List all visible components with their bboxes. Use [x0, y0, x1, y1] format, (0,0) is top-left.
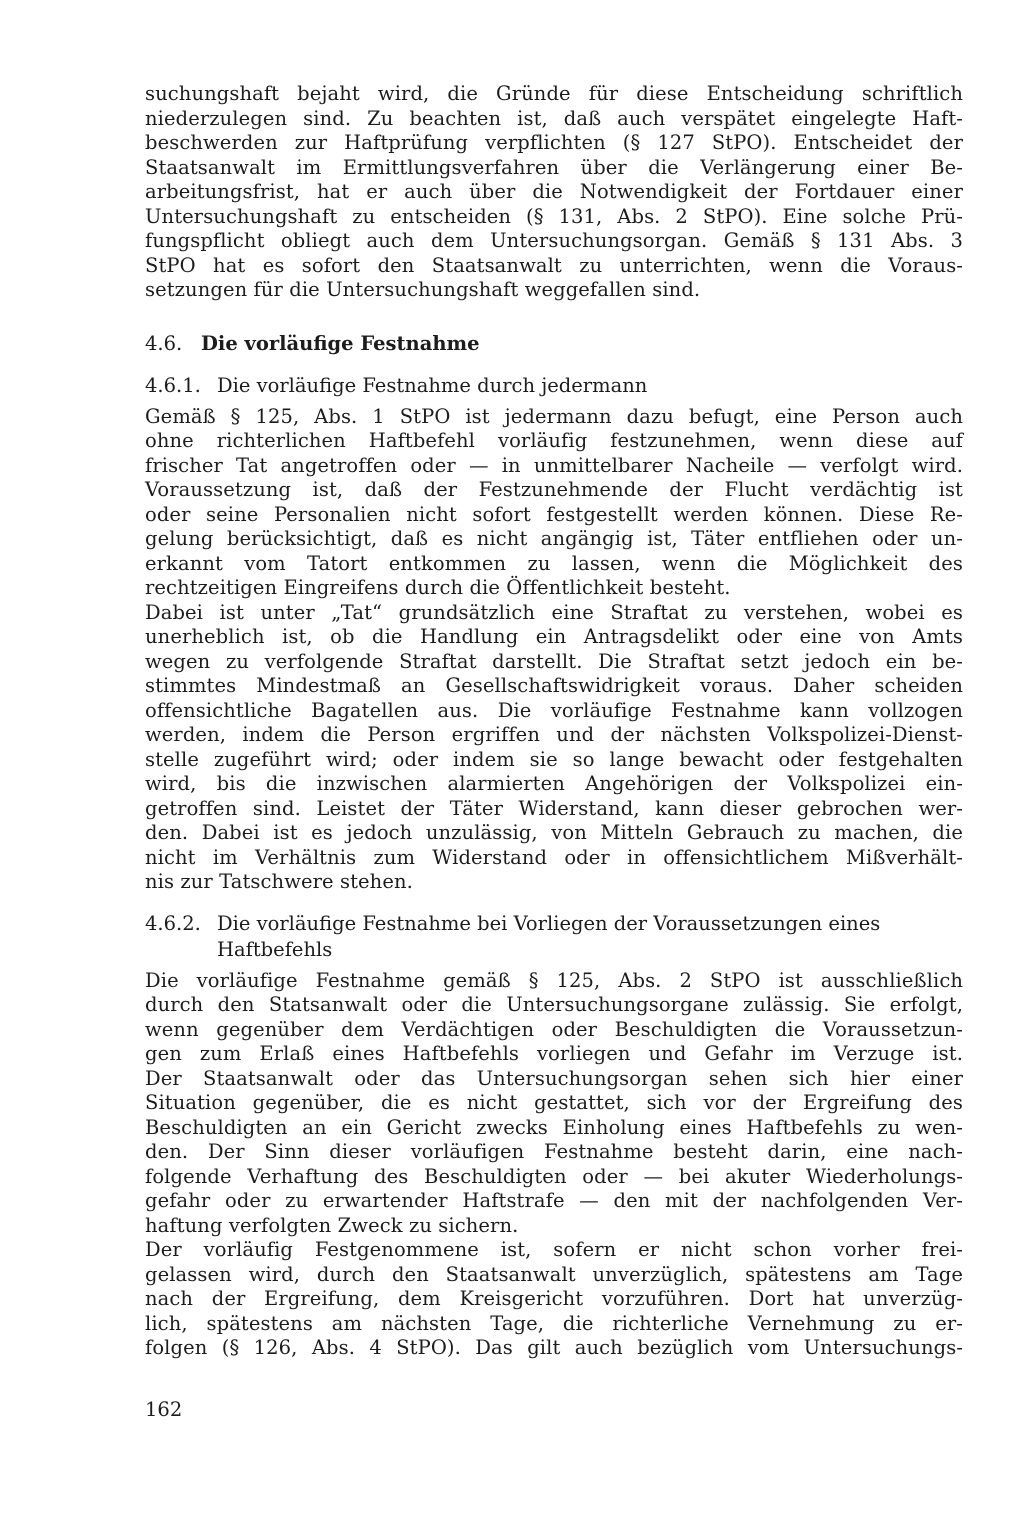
subsection-2-title: Die vorläufige Festnahme bei Vorliegen der Voraussetzungen eines Haftbefehls — [217, 911, 881, 961]
subsection-1-heading — [145, 373, 963, 399]
subsection-2-heading — [145, 911, 963, 963]
text-line: gelung berücksichtigt, daß es nicht angängig ist, Täter entfliehen oder un- — [145, 527, 963, 550]
subsection-1-number: 4.6.1. — [145, 373, 201, 397]
text-line: werden, indem die Person ergriffen und der nächsten Volkspolizei-Dienst- — [145, 723, 963, 746]
text-line: Der vorläufig Festgenommene ist, sofern er nicht schon vorher frei- — [145, 1238, 963, 1261]
text-line: den. Der Sinn dieser vorläufigen Festnahme besteht darin, eine nach- — [145, 1140, 963, 1163]
text-line: nach der Ergreifung, dem Kreisgericht vorzuführen. Dort hat unverzüg- — [145, 1287, 963, 1310]
text-line: arbeitungsfrist, hat er auch über die Notwendigkeit der Fortdauer einer — [145, 180, 963, 203]
text-line: lich, spätestens am nächsten Tage, die richterliche Vernehmung zu er- — [145, 1311, 963, 1335]
text-line: folgen (§ 126, Abs. 4 StPO). Das gilt auch bezüglich vom Untersuchungs- — [145, 1336, 963, 1359]
text-line: Situation gegenüber, die es nicht gestattet, sich vor der Ergreifung des — [145, 1091, 963, 1114]
text-line: Staatsanwalt im Ermittlungsverfahren über die Verlängerung einer Be- — [145, 155, 963, 179]
subsection-2-paragraph-b — [145, 1238, 963, 1361]
subsection-1-paragraph-b — [145, 601, 963, 895]
text-line: stelle zugeführt wird; oder indem sie so lange bewacht oder festgehalten — [145, 747, 963, 771]
text-line: stimmtes Mindestmaß an Gesellschaftswidrigkeit voraus. Daher scheiden — [145, 674, 963, 697]
text-line: unerheblich ist, ob die Handlung ein Antragsdelikt oder eine von Amts — [145, 625, 963, 648]
section-title: Die vorläufige Festnahme — [201, 331, 480, 355]
text-line: gelassen wird, durch den Staatsanwalt unverzüglich, spätestens am Tage — [145, 1262, 963, 1286]
text-line: ohne richterlichen Haftbefehl vorläufig festzunehmen, wenn diese auf — [145, 429, 963, 452]
text-line: nis zur Tatschwere stehen. — [145, 870, 413, 893]
page-body — [145, 82, 963, 1361]
text-line: gen zum Erlaß eines Haftbefehls vorliegen und Gefahr im Verzuge ist. — [145, 1042, 963, 1065]
text-line: wenn gegenüber dem Verdächtigen oder Beschuldigten die Voraussetzun- — [145, 1017, 963, 1041]
text-line: haftung verfolgten Zweck zu sichern. — [145, 1213, 519, 1237]
text-line: fungspflicht obliegt auch dem Untersuchungsorgan. Gemäß § 131 Abs. 3 — [145, 229, 963, 252]
text-line: StPO hat es sofort den Staatsanwalt zu unterrichten, wenn die Voraus- — [145, 253, 963, 277]
text-line: setzungen für die Untersuchungshaft weggefallen sind. — [145, 278, 701, 301]
subsection-2-number: 4.6.2. — [145, 911, 201, 935]
text-line: suchungshaft bejaht wird, die Gründe für diese Entscheidung schriftlich — [145, 82, 963, 105]
text-line: wegen zu verfolgende Straftat darstellt. Die Straftat setzt jedoch ein be- — [145, 649, 963, 673]
text-line: nicht im Verhältnis zum Widerstand oder in offensichtlichem Mißverhält- — [145, 845, 963, 869]
text-line: frischer Tat angetroffen oder — in unmittelbarer Nacheile — verfolgt wird. — [145, 453, 963, 477]
text-line: Dabei ist unter „Tat“ grundsätzlich eine Straftat zu verstehen, wobei es — [145, 600, 963, 624]
text-line: folgende Verhaftung des Beschuldigten oder — bei akuter Wiederholungs- — [145, 1164, 963, 1188]
text-line: durch den Statsanwalt oder die Untersuchungsorgane zulässig. Sie erfolgt, — [145, 993, 963, 1016]
section-heading — [145, 331, 963, 357]
text-line: Der Staatsanwalt oder das Untersuchungsorgan sehen sich hier einer — [145, 1066, 963, 1090]
text-line: offensichtliche Bagatellen aus. Die vorläufige Festnahme kann vollzogen — [145, 698, 963, 722]
text-line: getroffen sind. Leistet der Täter Widerstand, kann dieser gebrochen wer- — [145, 796, 963, 820]
text-line: Gemäß § 125, Abs. 1 StPO ist jedermann dazu befugt, eine Person auch — [145, 404, 963, 428]
text-line: Beschuldigten an ein Gericht zwecks Einholung eines Haftbefehls zu wen- — [145, 1115, 963, 1139]
paragraph-intro — [145, 82, 963, 303]
text-line: wird, bis die inzwischen alarmierten Angehörigen der Volkspolizei ein- — [145, 772, 963, 795]
text-line: oder seine Personalien nicht sofort festgestellt werden können. Diese Re- — [145, 502, 963, 526]
subsection-2-paragraph-a — [145, 969, 963, 1239]
text-line: erkannt vom Tatort entkommen zu lassen, wenn die Möglichkeit des — [145, 551, 963, 575]
text-line: Die vorläufige Festnahme gemäß § 125, Abs. 2 StPO ist ausschließlich — [145, 968, 963, 992]
page-number: 162 — [145, 1398, 183, 1421]
subsection-1-paragraph-a — [145, 405, 963, 601]
text-line: rechtzeitigen Eingreifens durch die Öffentlichkeit besteht. — [145, 576, 731, 599]
text-line: Untersuchungshaft zu entscheiden (§ 131, Abs. 2 StPO). Eine solche Prü- — [145, 204, 963, 228]
text-line: den. Dabei ist es jedoch unzulässig, von Mitteln Gebrauch zu machen, die — [145, 821, 963, 844]
text-line: Voraussetzung ist, daß der Festzunehmende der Flucht verdächtig ist — [145, 478, 963, 501]
text-line: beschwerden zur Haftprüfung verpflichten (§ 127 StPO). Entscheidet der — [145, 131, 963, 154]
text-line: niederzulegen sind. Zu beachten ist, daß auch verspätet eingelegte Haft- — [145, 106, 963, 130]
section-number: 4.6. — [145, 331, 183, 355]
text-line: gefahr oder zu erwartender Haftstrafe — den mit der nachfolgenden Ver- — [145, 1189, 963, 1212]
subsection-1-title: Die vorläufige Festnahme durch jedermann — [217, 373, 648, 397]
